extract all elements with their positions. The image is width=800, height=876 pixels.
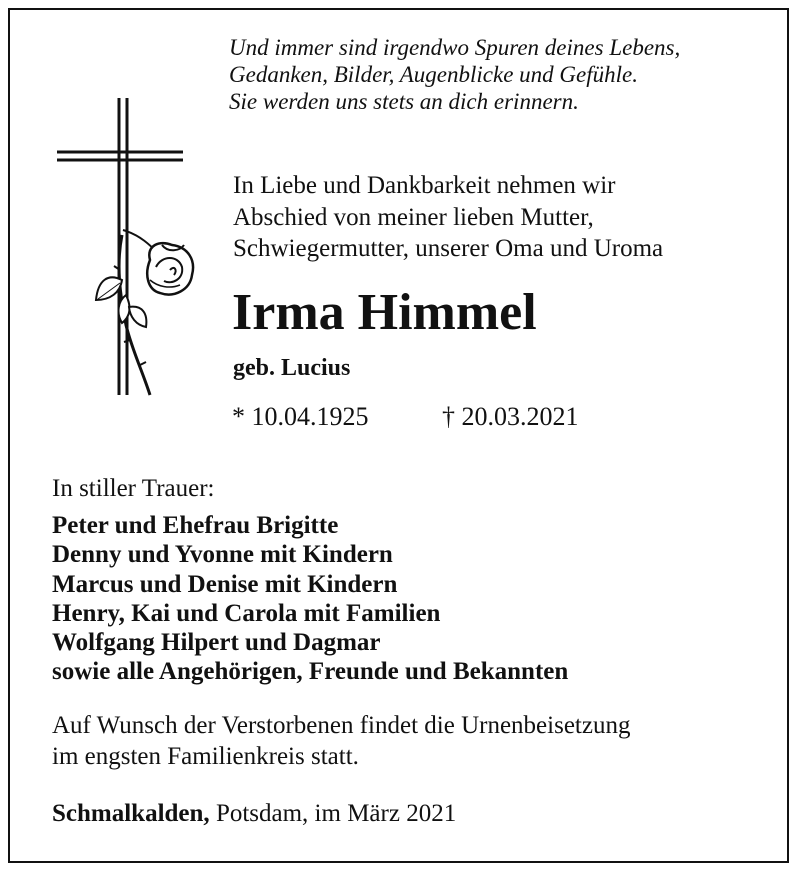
intro-text	[233, 170, 773, 265]
cross-with-rose-icon	[50, 95, 210, 405]
burial-note	[52, 710, 630, 772]
poem-line: Und immer sind irgendwo Spuren deines Lebens,	[229, 35, 681, 60]
mourner-line: sowie alle Angehörigen, Freunde und Bekannten	[52, 658, 569, 686]
deceased-name: Irma Himmel	[232, 284, 537, 341]
place-date	[52, 797, 456, 831]
mourner-line: Wolfgang Hilpert und Dagmar	[52, 629, 381, 657]
note-line: Auf Wunsch der Verstorbenen findet die Urnenbeisetzung	[52, 712, 631, 739]
mourner-line: Henry, Kai und Carola mit Familien	[52, 599, 441, 627]
note-line: im engsten Familienkreis statt.	[52, 743, 359, 770]
poem-line: Sie werden uns stets an dich erinnern.	[229, 89, 579, 114]
poem	[229, 34, 769, 115]
life-dates	[232, 400, 579, 434]
intro-line: Abschied von meiner lieben Mutter,	[233, 203, 594, 231]
place-rest: Potsdam, im März 2021	[209, 800, 457, 827]
intro-line: Schwiegermutter, unserer Oma und Uroma	[233, 235, 664, 262]
maiden-name: geb. Lucius	[233, 355, 351, 381]
mourner-line: Denny und Yvonne mit Kindern	[52, 541, 393, 569]
mourning-intro: In stiller Trauer:	[52, 475, 215, 502]
death-date: † 20.03.2021	[442, 402, 579, 431]
birth-date: * 10.04.1925	[232, 402, 369, 431]
place-primary: Schmalkalden,	[52, 800, 210, 827]
intro-line: In Liebe und Dankbarkeit nehmen wir	[233, 172, 616, 199]
mourner-line: Peter und Ehefrau Brigitte	[52, 512, 339, 539]
mourner-line: Marcus und Denise mit Kindern	[52, 570, 398, 598]
poem-line: Gedanken, Bilder, Augenblicke und Gefühle.	[229, 62, 638, 87]
mourners-list	[52, 511, 568, 687]
